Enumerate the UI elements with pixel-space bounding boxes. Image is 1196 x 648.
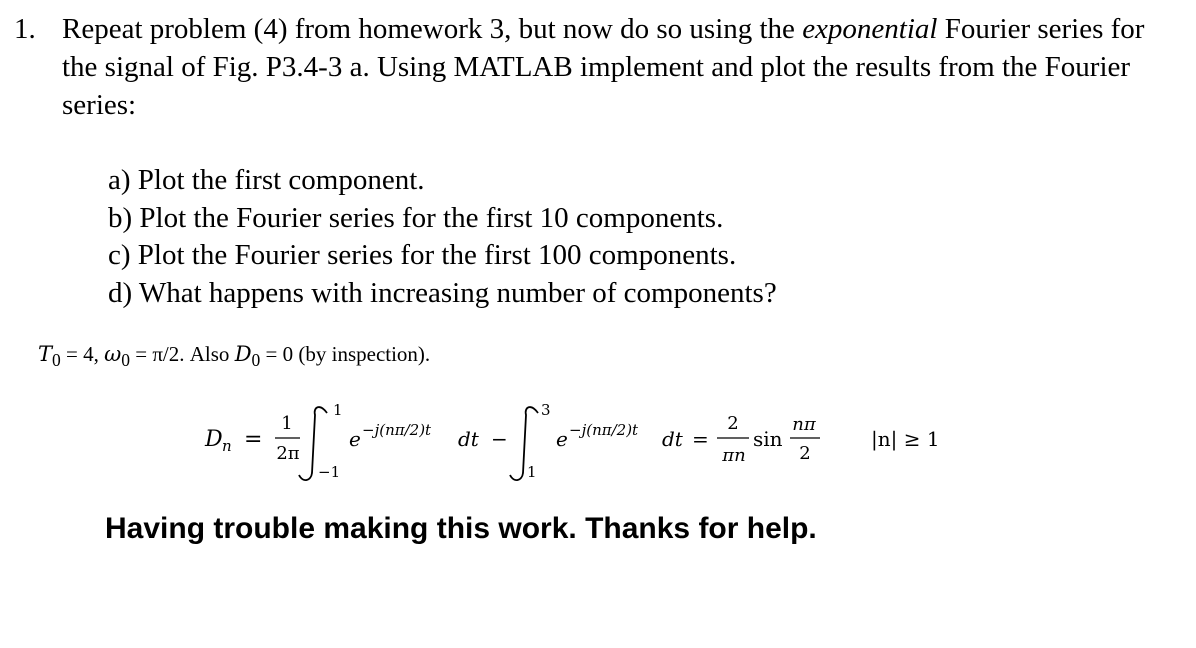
t0-subscript: 0 [52,350,61,371]
eq-equals-2: = [692,427,709,451]
frac2-denominator: πn [722,445,746,466]
w0-symbol: ω [104,342,122,366]
integral2-lower: 1 [527,463,537,481]
integrand1-base: e [349,427,361,451]
dt2: dt [662,427,683,451]
frac2-numerator: 2 [727,413,739,434]
problem-text-before: Repeat problem (4) from homework 3, but now do so using the [62,13,803,45]
w0-subscript: 0 [121,350,130,371]
eq-lhs-subscript: n [222,437,232,455]
integral1-upper: 1 [333,401,343,419]
d0-symbol: D [234,342,252,366]
frac1-numerator: 1 [281,413,293,434]
t0-symbol: T [38,342,53,366]
integrand2-base: e [556,427,568,451]
parts-list [108,162,777,312]
problem-text [62,10,1182,124]
given-values [38,342,430,371]
part-d: d) What happens with increasing number of components? [108,276,777,309]
eq-condition: |n| ≥ 1 [871,427,940,451]
frac3-numerator: nπ [792,414,816,435]
part-a: a) Plot the first component. [108,164,425,196]
integral2-upper: 3 [541,401,551,419]
w0-value: = π/2. Also [129,342,235,366]
integral1-lower: −1 [318,463,341,481]
frac1-denominator: 2π [276,443,300,464]
eq-minus: − [491,427,508,451]
d0-value: = 0 (by inspection). [260,342,431,366]
problem-text-after: Fourier series for the signal of Fig. P3.4-3 a. Using MATLAB implement and plot the results from the Fourier series: [62,13,1145,121]
eq-lhs: D [205,427,223,452]
part-c: c) Plot the Fourier series for the first 100 components. [108,239,737,271]
d0-subscript: 0 [251,350,261,371]
integrand2-exponent: −j(nπ/2)t [569,421,639,439]
dt1: dt [458,427,479,451]
sin-function: sin [753,427,783,451]
frac3-denominator: 2 [799,443,811,464]
integrand1-exponent: −j(nπ/2)t [362,421,432,439]
part-b: b) Plot the Fourier series for the first 10 components. [108,201,724,234]
t0-value: = 4, [60,342,105,366]
dn-equation [0,395,1196,485]
help-note: Having trouble making this work. Thanks for help. [105,512,817,545]
eq-equals: = [244,427,263,452]
problem-number: 1. [14,13,36,45]
problem-emphasis: exponential [802,13,938,45]
